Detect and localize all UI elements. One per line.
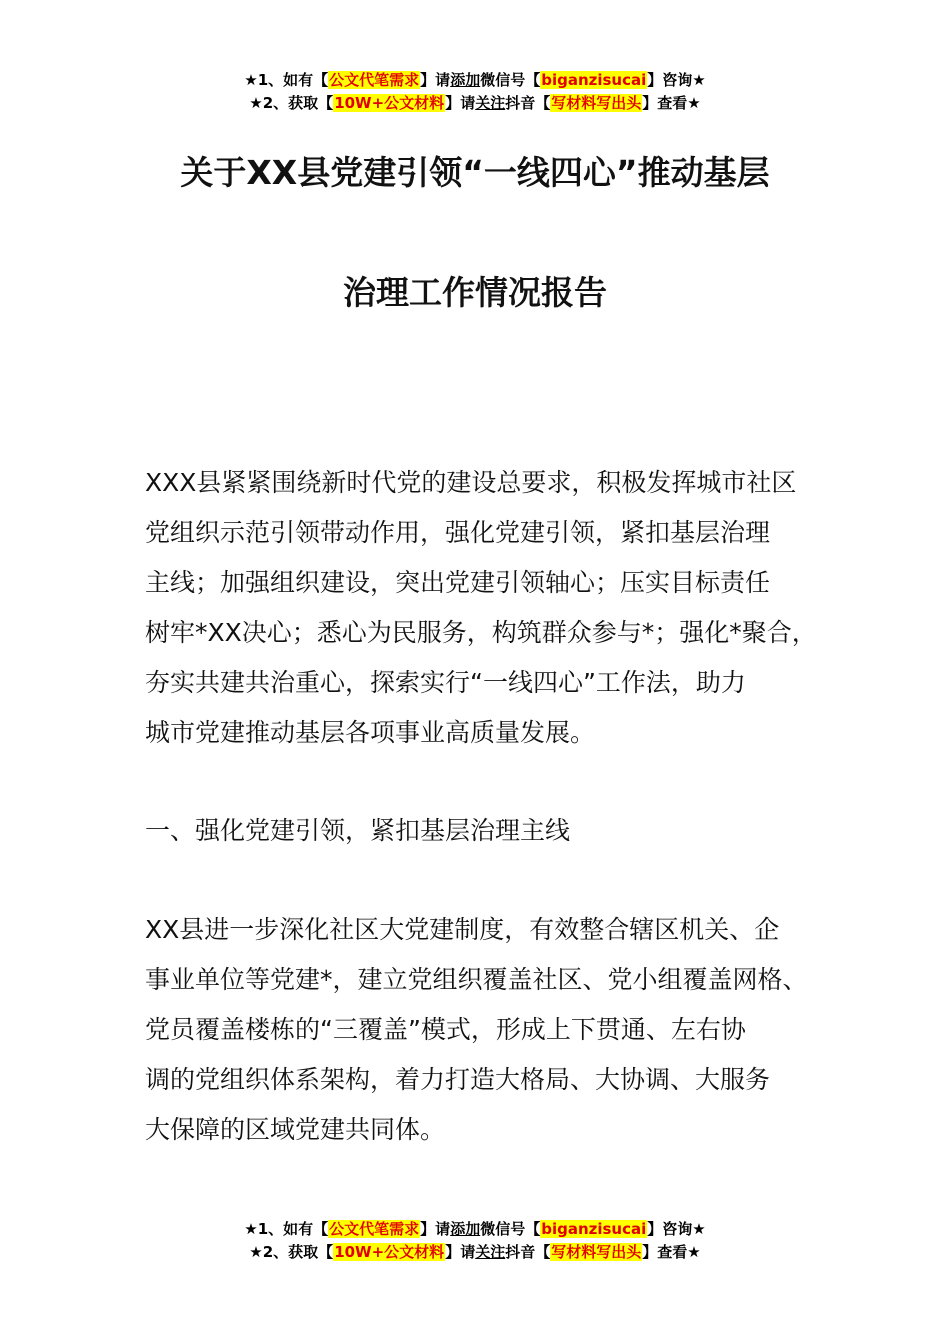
banner-text: ★1、如有【 <box>244 1220 329 1238</box>
banner-text: 】查看★ <box>642 94 701 112</box>
banner-text: 微信号【 <box>480 71 541 89</box>
banner-highlight: 公文代笔需求 <box>329 71 420 89</box>
document-title-line-1: 关于XX县党建引领“一线四心”推动基层 <box>180 153 770 192</box>
banner-text: ★2、获取【 <box>249 1243 334 1261</box>
section-heading-1 <box>145 806 835 856</box>
paragraph-line: 调的党组织体系架构，着力打造大格局、大协调、大服务 <box>145 1065 771 1094</box>
paragraph-line: XXX县紧紧围绕新时代党的建设总要求，积极发挥城市社区 <box>145 468 797 497</box>
banner-underlined: 关注 <box>475 94 506 112</box>
paragraph-line: 城市党建推动基层各项事业高质量发展。 <box>145 718 596 747</box>
banner-text: 】咨询★ <box>647 71 706 89</box>
banner-line-1 <box>0 69 950 92</box>
paragraph-line: 主线；加强组织建设，突出党建引领轴心；压实目标责任 <box>145 568 771 597</box>
paragraph-line: 大保障的区域党建共同体。 <box>145 1115 446 1144</box>
banner-highlight: 10W+公文材料 <box>334 1243 445 1261</box>
banner-underlined: 添加 <box>450 1220 481 1238</box>
banner-text: 抖音【 <box>505 94 551 112</box>
banner-text: 微信号【 <box>480 1220 541 1238</box>
intro-paragraph <box>145 458 835 758</box>
banner-text: 】查看★ <box>642 1243 701 1261</box>
banner-text: 】请 <box>445 94 476 112</box>
banner-underlined: 添加 <box>450 71 481 89</box>
banner-text: 】请 <box>445 1243 476 1261</box>
banner-text: 】请 <box>420 1220 451 1238</box>
footer-banner <box>0 1218 950 1264</box>
paragraph-line: 党组织示范引领带动作用，强化党建引领，紧扣基层治理 <box>145 518 771 547</box>
banner-highlight-wechat-id: biganzisucai <box>541 71 647 89</box>
banner-highlight-douyin: 写材料写出头 <box>551 94 642 112</box>
document-title-line-2: 治理工作情况报告 <box>343 273 607 312</box>
banner-line-2 <box>0 92 950 115</box>
banner-text: ★2、获取【 <box>249 94 334 112</box>
banner-highlight: 10W+公文材料 <box>334 94 445 112</box>
banner-line-2 <box>0 1241 950 1264</box>
paragraph-line: 树牢*XX决心；悉心为民服务，构筑群众参与*；强化*聚合， <box>145 618 817 647</box>
banner-highlight: 公文代笔需求 <box>329 1220 420 1238</box>
banner-text: 】咨询★ <box>647 1220 706 1238</box>
banner-highlight-wechat-id: biganzisucai <box>541 1220 647 1238</box>
paragraph-line: 事业单位等党建*，建立党组织覆盖社区、党小组覆盖网格、 <box>145 965 808 994</box>
section-1-paragraph <box>145 905 835 1155</box>
paragraph-line: XX县进一步深化社区大党建制度，有效整合辖区机关、企 <box>145 915 780 944</box>
banner-underlined: 关注 <box>475 1243 506 1261</box>
banner-text: 】请 <box>420 71 451 89</box>
header-banner <box>0 69 950 115</box>
paragraph-line: 夯实共建共治重心，探索实行“一线四心”工作法，助力 <box>145 668 746 697</box>
banner-line-1 <box>0 1218 950 1241</box>
banner-text: 抖音【 <box>505 1243 551 1261</box>
section-heading-text: 一、强化党建引领，紧扣基层治理主线 <box>145 816 571 845</box>
banner-text: ★1、如有【 <box>244 71 329 89</box>
banner-highlight-douyin: 写材料写出头 <box>551 1243 642 1261</box>
paragraph-line: 党员覆盖楼栋的“三覆盖”模式，形成上下贯通、左右协 <box>145 1015 746 1044</box>
